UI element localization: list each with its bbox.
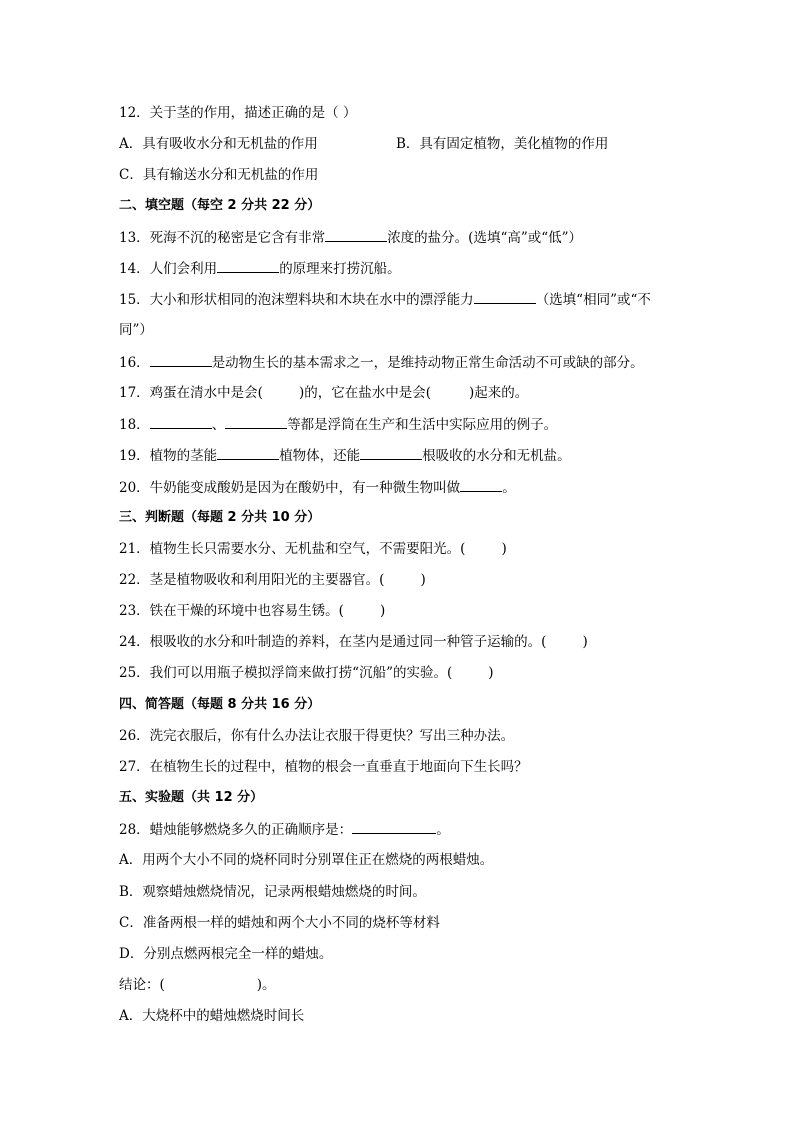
question-24-text: 24．根吸收的水分和叶制造的养料，在茎内是通过同一种管子运输的。(: [119, 634, 547, 650]
question-12-option-c: C．具有输送水分和无机盐的作用: [119, 167, 319, 183]
question-12-options-ab: [119, 135, 679, 153]
question-14-text: 14．人们会利用: [119, 261, 218, 277]
section-short-answer-title: 四、简答题（每题 8 分共 16 分）: [119, 697, 321, 712]
question-26: 26．洗完衣服后，你有什么办法让衣服干得更快？写出三种办法。: [119, 728, 515, 744]
question-22-close: ): [420, 572, 426, 588]
question-28-option-c: C．准备两根一样的蜡烛和两个大小不同的烧杯等材料: [119, 915, 440, 931]
question-25-close: ): [488, 665, 494, 681]
question-15: [119, 290, 679, 309]
answer-blank[interactable]: [460, 478, 502, 492]
answer-blank[interactable]: [217, 446, 279, 460]
question-28-option-d: D．分别点燃两根完全一样的蜡烛。: [119, 946, 333, 962]
question-14-text-end: 的原理来打捞沉船。: [279, 261, 401, 277]
answer-blank[interactable]: [150, 415, 212, 429]
question-20-text-end: 。: [502, 480, 516, 496]
question-16: [119, 353, 679, 372]
question-22-text: 22．茎是植物吸收和利用阳光的主要器官。(: [119, 572, 385, 588]
question-24-close: ): [582, 634, 588, 650]
answer-blank[interactable]: [217, 259, 279, 273]
question-21-close: ): [501, 541, 507, 557]
answer-blank[interactable]: [474, 290, 536, 304]
question-28-option-a: A．用两个大小不同的烧杯同时分别罩住正在燃烧的两根蜡烛。: [119, 852, 494, 868]
question-28-text: 28．蜡烛能够燃烧多久的正确顺序是：: [119, 822, 353, 838]
question-18-text: 等都是浮筒在生产和生活中实际应用的例子。: [287, 417, 558, 433]
question-18-separator: 、: [211, 417, 226, 433]
question-28: [119, 820, 679, 839]
question-28-option-b: B．观察蜡烛燃烧情况，记录两根蜡烛燃烧的时间。: [119, 884, 426, 900]
question-19-text-end: 根吸收的水分和无机盐。: [422, 448, 571, 464]
question-23-close: ): [379, 603, 386, 619]
question-18: [119, 415, 679, 434]
question-19-text: 19．植物的茎能: [119, 448, 218, 464]
question-15-text-end: （选填“相同”或“不: [535, 292, 651, 308]
question-21: [119, 540, 679, 558]
question-25: [119, 664, 679, 682]
answer-blank[interactable]: [150, 353, 212, 367]
question-28-answer-a: A．大烧杯中的蜡烛燃烧时间长: [119, 1008, 305, 1024]
answer-blank[interactable]: [225, 415, 287, 429]
question-13-text: 13．死海不沉的秘密是它含有非常: [119, 230, 326, 246]
question-20: [119, 478, 679, 497]
question-14: [119, 259, 679, 278]
question-25-text: 25．我们可以用瓶子模拟浮筒来做打捞“沉船”的实验。(: [119, 665, 453, 681]
question-12-stem: 12．关于茎的作用，描述正确的是（ ）: [119, 105, 357, 121]
question-28-conclusion: [119, 976, 679, 994]
question-20-text: 20．牛奶能变成酸奶是因为在酸奶中，有一种微生物叫做: [119, 480, 461, 496]
question-24: [119, 633, 679, 651]
question-27: 27．在植物生长的过程中，植物的根会一直垂直于地面向下生长吗？: [119, 759, 528, 775]
question-18-number: 18．: [119, 417, 150, 433]
question-15-line2: 同”）: [119, 322, 153, 338]
question-17-text-c: )起来的。: [469, 385, 529, 401]
question-15-text: 15．大小和形状相同的泡沫塑料块和木块在水中的漂浮能力: [119, 292, 474, 308]
question-22: [119, 571, 679, 589]
question-12-option-b: B．具有固定植物，美化植物的作用: [396, 136, 609, 152]
question-13: [119, 228, 679, 247]
question-13-text-end: 浓度的盐分。(选填“高”或“低”）: [387, 230, 583, 246]
question-23-text: 23．铁在干燥的环境中也容易生锈。(: [119, 603, 344, 619]
question-23: [119, 602, 679, 620]
question-28-text-end: 。: [436, 822, 450, 838]
answer-blank[interactable]: [360, 446, 422, 460]
question-19: [119, 446, 679, 465]
question-21-text: 21．植物生长只需要水分、无机盐和空气，不需要阳光。(: [119, 541, 466, 557]
question-16-number: 16．: [119, 355, 150, 371]
section-experiment-title: 五、实验题（共 12 分）: [119, 790, 264, 805]
question-19-text-mid: 植物体，还能: [279, 448, 361, 464]
section-judgement-title: 三、判断题（每题 2 分共 10 分）: [119, 510, 321, 525]
question-17-text-a: 17．鸡蛋在清水中是会(: [119, 385, 263, 401]
question-17-text-b: )的，它在盐水中是会(: [298, 385, 431, 401]
section-fill-in-title: 二、填空题（每空 2 分共 22 分）: [119, 198, 321, 213]
question-12-option-a: A．具有吸收水分和无机盐的作用: [119, 136, 318, 152]
conclusion-close: )。: [256, 977, 276, 993]
conclusion-label: 结论：(: [119, 977, 165, 993]
answer-blank[interactable]: [352, 820, 436, 834]
answer-blank[interactable]: [325, 228, 387, 242]
question-16-text: 是动物生长的基本需求之一，是维持动物正常生命活动不可或缺的部分。: [211, 355, 644, 371]
question-17: [119, 384, 679, 402]
